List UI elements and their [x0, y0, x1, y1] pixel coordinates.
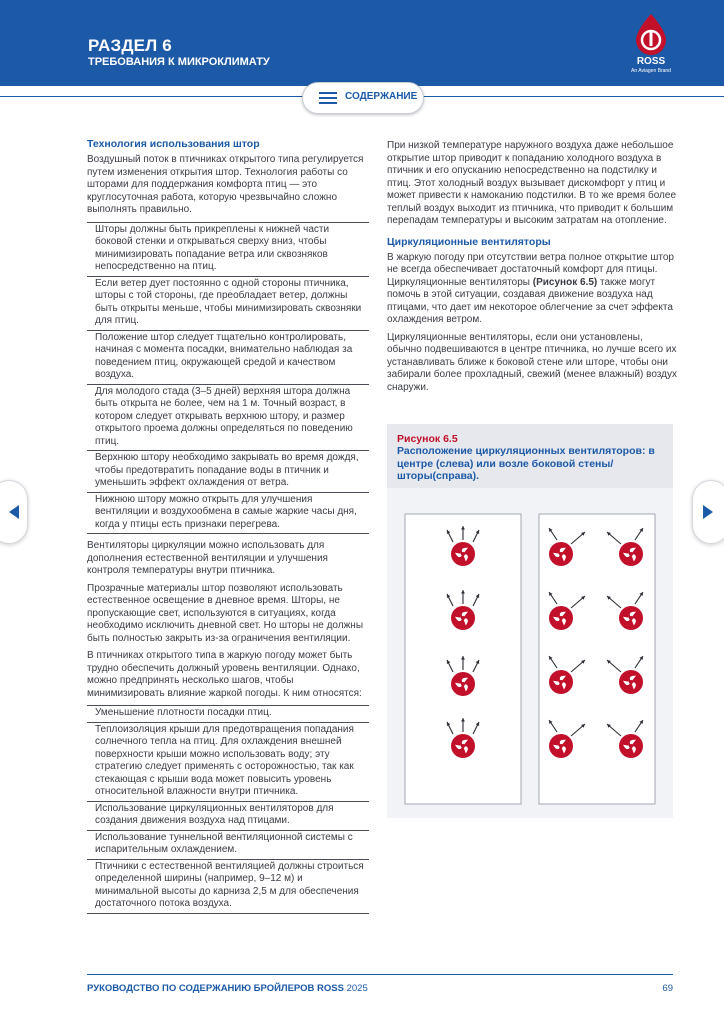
- footer-divider: [87, 974, 673, 975]
- curtain-intro: Воздушный поток в птичниках открытого типа регулируется путем изменения открытия штор. Технология работы со шторами для поддержания комфорта птиц — это круглосуточная работа, которую чрезвычайно сложно выполнять правильно.: [87, 154, 364, 215]
- list-item: Птичники с естественной вентиляцией должны строиться определенной ширины (например, 9–12 м) и минимальной высоты до карниза 2,5 м для обеспечения достаточного потока воздуха.: [87, 860, 369, 914]
- chevron-right-icon: [703, 505, 713, 519]
- circulation-fans-heading: Циркуляционные вентиляторы: [387, 235, 551, 248]
- ross-logo: [628, 12, 674, 74]
- list-item: Уменьшение плотности посадки птиц.: [87, 706, 369, 723]
- footer-year: 2025: [346, 983, 368, 994]
- fan-icon: [549, 606, 573, 630]
- menu-icon: [319, 92, 337, 104]
- list-item: Верхнюю штору необходимо закрывать во время дождя, чтобы предотвратить попадание воды в птичник и уменьшить эффект охлаждения от ветра.: [87, 451, 369, 493]
- footer-guide-name: РУКОВОДСТВО ПО СОДЕРЖАНИЮ БРОЙЛЕРОВ ROSS: [87, 983, 344, 994]
- circulation-fans-paragraph: [387, 252, 677, 327]
- materials-paragraph: Прозрачные материалы штор позволяют использовать естественное освещение в дневное время. Шторы, не пропускающие свет, используются в ситуациях, когда необходимо исключить дневной свет. Но шторы не должны быть полностью закрыть из-за ограничения вентиляции.: [87, 582, 364, 644]
- list-item: Использование туннельной вентиляционной системы с испарительным охлаждением.: [87, 831, 369, 860]
- list-item: Если ветер дует постоянно с одной стороны птичника, шторы с той стороны, где преобладает ветер, должны быть открыты меньше, чтобы минимизировать сквозняки для птиц.: [87, 277, 369, 331]
- curtain-points-list: [87, 222, 369, 535]
- figure-reference-link[interactable]: (Рисунок 6.5): [532, 276, 598, 288]
- figure-6-5: [387, 424, 673, 818]
- fan-icon: [451, 542, 475, 566]
- logo-tagline: An Aviagen Brand: [631, 68, 671, 74]
- fan-icon: [549, 734, 573, 758]
- list-item: Нижнюю штору можно открыть для улучшения вентиляции и воздухообмена в самые жаркие часы дня, когда у птицы есть признаки перегрева.: [87, 493, 369, 535]
- list-item: Для молодого стада (3–5 дней) верхняя штора должна быть открыта не более, чем на 1 м. Точный возраст, в котором следует открывать верхнюю штору, и размер открытого проема должны определяться по поведению птиц.: [87, 385, 369, 452]
- fan-layout-diagram: [387, 488, 673, 818]
- section-subtitle: ТРЕБОВАНИЯ К МИКРОКЛИМАТУ: [88, 56, 270, 68]
- next-page-button[interactable]: [692, 480, 724, 544]
- fan-icon: [451, 672, 475, 696]
- footer-title: [87, 983, 368, 994]
- fan-icon: [619, 606, 643, 630]
- list-item: Использование циркуляционных вентиляторов для создания движения воздуха над птицами.: [87, 802, 369, 831]
- contents-label: СОДЕРЖАНИЕ: [345, 91, 418, 102]
- chevron-left-icon: [9, 505, 19, 519]
- list-item: Теплоизоляция крыши для предотвращения попадания солнечного тепла на птиц. Для охлаждения внешней поверхности крыши можно использовать воду; эту стратегию следует применять с осторожностью, так как стекающая с крыши вода может повысить уровень относительной влажности внутри птичника.: [87, 723, 369, 802]
- fan-icon: [619, 670, 643, 694]
- fan-icon: [619, 542, 643, 566]
- hot-weather-steps-list: [87, 705, 369, 914]
- figure-caption: [387, 424, 673, 488]
- drop-logo-icon: [628, 12, 674, 56]
- fans-text-start: В жаркую погоду при отсутствии ветра полное открытие штор не всегда обеспечивает достаточный комфорт для птицы. Циркуляционные вентиляторы: [387, 251, 674, 288]
- fan-icon: [451, 606, 475, 630]
- figure-title: Расположение циркуляционных вентиляторов: в центре (слева) или возле боковой стены/шторы(справа).: [397, 445, 655, 482]
- page-number: 69: [662, 983, 673, 994]
- hot-weather-paragraph: В птичниках открытого типа в жаркую погоду может быть трудно обеспечить должный уровень вентиляции. Однако, можно предпринять несколько шагов, чтобы минимизировать влияние жаркой погоды. К ним относятся:: [87, 650, 362, 699]
- logo-text: ROSS: [636, 56, 666, 67]
- contents-button[interactable]: [302, 82, 424, 114]
- page-header: [0, 0, 724, 86]
- curtain-heading: Технология использования штор: [87, 138, 260, 150]
- fans-paragraph: Вентиляторы циркуляции можно использовать для дополнения естественной вентиляции и улучшения контроля температуры внутри птичника.: [87, 540, 328, 576]
- list-item: Положение штор следует тщательно контролировать, начиная с момента посадки, внимательно наблюдая за поведением птиц, окружающей средой и качеством воздуха.: [87, 331, 369, 385]
- left-column: [87, 138, 369, 920]
- cold-air-paragraph: При низкой температуре наружного воздуха даже небольшое открытие штор приводит к попаданию холодного воздуха в птичник и его опусканию непосредственно на подстилку и птиц. Этот холодный воздух вызывает дискомфорт у птиц и может привести к намоканию подстилки. В то же время более теплый воздух выходит из птичника, что приводит к большим перепадам температуры и высоким затратам на отопление.: [387, 140, 677, 226]
- right-column: [387, 140, 677, 399]
- fans-text-end: также могут помочь в этой ситуации, создавая движение воздуха над птицами, что дает им некоторое облегчение за счет эффекта охлаждения ветром.: [387, 276, 673, 325]
- section-title: РАЗДЕЛ 6: [88, 36, 172, 55]
- figure-label: Рисунок 6.5: [397, 433, 458, 445]
- fan-icon: [549, 542, 573, 566]
- fan-icon: [451, 734, 475, 758]
- previous-page-button[interactable]: [0, 480, 28, 544]
- figure-diagram: [387, 488, 673, 818]
- fan-icon: [619, 734, 643, 758]
- list-item: Шторы должны быть прикреплены к нижней части боковой стенки и открываться сверху вниз, чтобы минимизировать попадание ветра или сквозняков непосредственно на птиц.: [87, 223, 369, 277]
- fan-placement-paragraph: Циркуляционные вентиляторы, если они установлены, обычно подвешиваются в центре птичника, но лучше всего их устанавливать ближе к боковой стене или шторе, чтобы они забирали более прохладный, свежий (менее влажный) воздух снаружи.: [387, 331, 677, 393]
- fan-icon: [549, 670, 573, 694]
